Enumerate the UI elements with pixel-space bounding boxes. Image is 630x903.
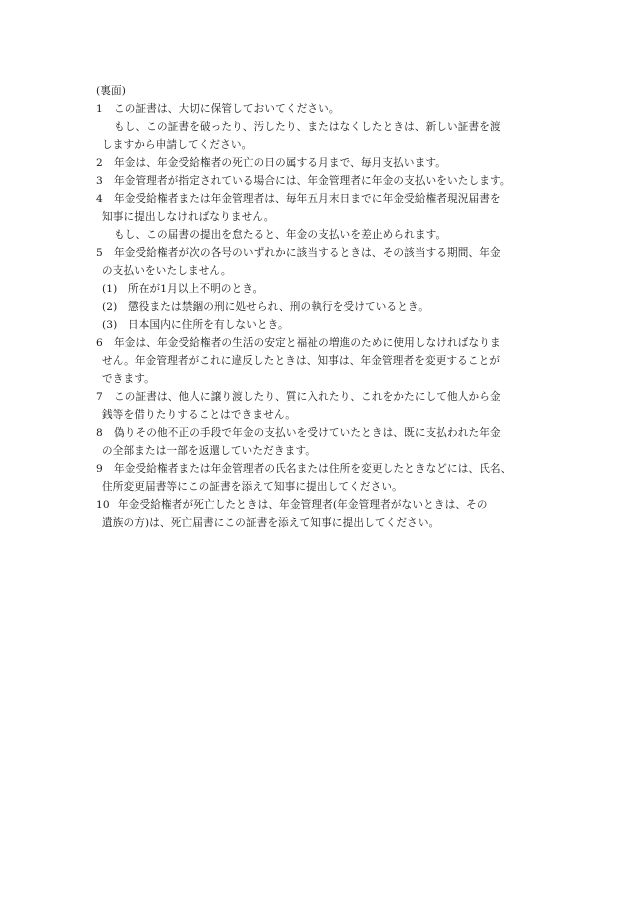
item-text: この証書は、大切に保管しておいてください。 <box>114 103 340 115</box>
sub-item <box>96 280 566 298</box>
item-text: 偽りその他不正の手段で年金の支払いを受けていたときは、既に支払われた年金 <box>114 427 501 439</box>
sub-item <box>96 316 566 334</box>
item-text: 年金は、年金受給権者の死亡の日の属する月まで、毎月支払います。 <box>114 157 446 169</box>
list-item <box>96 154 566 172</box>
item-number: 9 <box>96 463 103 475</box>
item-number: 1 <box>96 103 103 115</box>
item-number: 7 <box>96 391 103 403</box>
item-text: 年金受給権者が次の各号のいずれかに該当するときは、その該当する期間、年金 <box>114 247 501 259</box>
item-text-continuation: 知事に提出しなければなりません。 <box>102 211 275 223</box>
item-number: 5 <box>96 247 103 259</box>
sub-item-number: (2) <box>102 301 118 313</box>
list-item <box>96 460 566 496</box>
item-number: 3 <box>96 175 103 187</box>
sub-item <box>96 298 566 316</box>
document-body <box>96 82 566 532</box>
list-item <box>96 172 566 190</box>
sub-item-text: 日本国内に住所を有しないとき。 <box>128 319 289 331</box>
item-text: 年金受給権者または年金管理者は、毎年五月末日までに年金受給権者現況届書を <box>114 193 501 205</box>
item-text-continuation: できます。 <box>102 373 155 385</box>
item-number: 2 <box>96 157 103 169</box>
item-number: 6 <box>96 337 103 349</box>
item-number: 8 <box>96 427 103 439</box>
item-text-continuation: 銭等を借りたりすることはできません。 <box>102 409 297 421</box>
item-text: 年金は、年金受給権者の生活の安定と福祉の増進のために使用しなければなりま <box>114 337 501 349</box>
page-heading: (裏面) <box>96 85 127 97</box>
item-paragraph: もし、この届書の提出を怠たると、年金の支払いを差止められます。 <box>114 229 447 241</box>
item-text-continuation: の全部または一部を返還していただきます。 <box>102 445 317 457</box>
sub-item-text: 懲役または禁錮の刑に処せられ、刑の執行を受けているとき。 <box>128 301 430 313</box>
item-text: 年金管理者が指定されている場合には、年金管理者に年金の支払いをいたします。 <box>114 175 511 187</box>
sub-item-text: 所在が1月以上不明のとき。 <box>128 283 264 295</box>
item-text: 年金受給権者が死亡したときは、年金管理者(年金管理者がないときは、その <box>118 499 488 511</box>
item-text-continuation: 遺族の方)は、死亡届書にこの証書を添えて知事に提出してください。 <box>102 517 440 529</box>
list-item <box>96 190 566 244</box>
item-number: 10 <box>96 499 110 511</box>
sub-item-number: (1) <box>102 283 118 295</box>
item-text: この証書は、他人に譲り渡したり、質に入れたり、これをかたにして他人から金 <box>114 391 501 403</box>
item-paragraph: もし、この証書を破ったり、汚したり、またはなくしたときは、新しい証書を渡 <box>114 121 501 133</box>
item-text-continuation: 住所変更届書等にこの証書を添えて知事に提出してください。 <box>102 481 403 493</box>
item-paragraph-continuation: しますから申請してください。 <box>102 139 253 151</box>
list-item <box>96 244 566 334</box>
list-item <box>96 334 566 388</box>
list-item <box>96 388 566 424</box>
list-item <box>96 424 566 460</box>
item-text: 年金受給権者または年金管理者の氏名または住所を変更したときなどには、氏名、 <box>114 463 512 475</box>
item-number: 4 <box>96 193 103 205</box>
list-item <box>96 100 566 154</box>
item-text-continuation: の支払いをいたしません。 <box>102 265 232 277</box>
item-text-continuation: せん。年金管理者がこれに違反したときは、知事は、年金管理者を変更することが <box>102 355 501 367</box>
sub-item-number: (3) <box>102 319 118 331</box>
list-item <box>96 496 566 532</box>
